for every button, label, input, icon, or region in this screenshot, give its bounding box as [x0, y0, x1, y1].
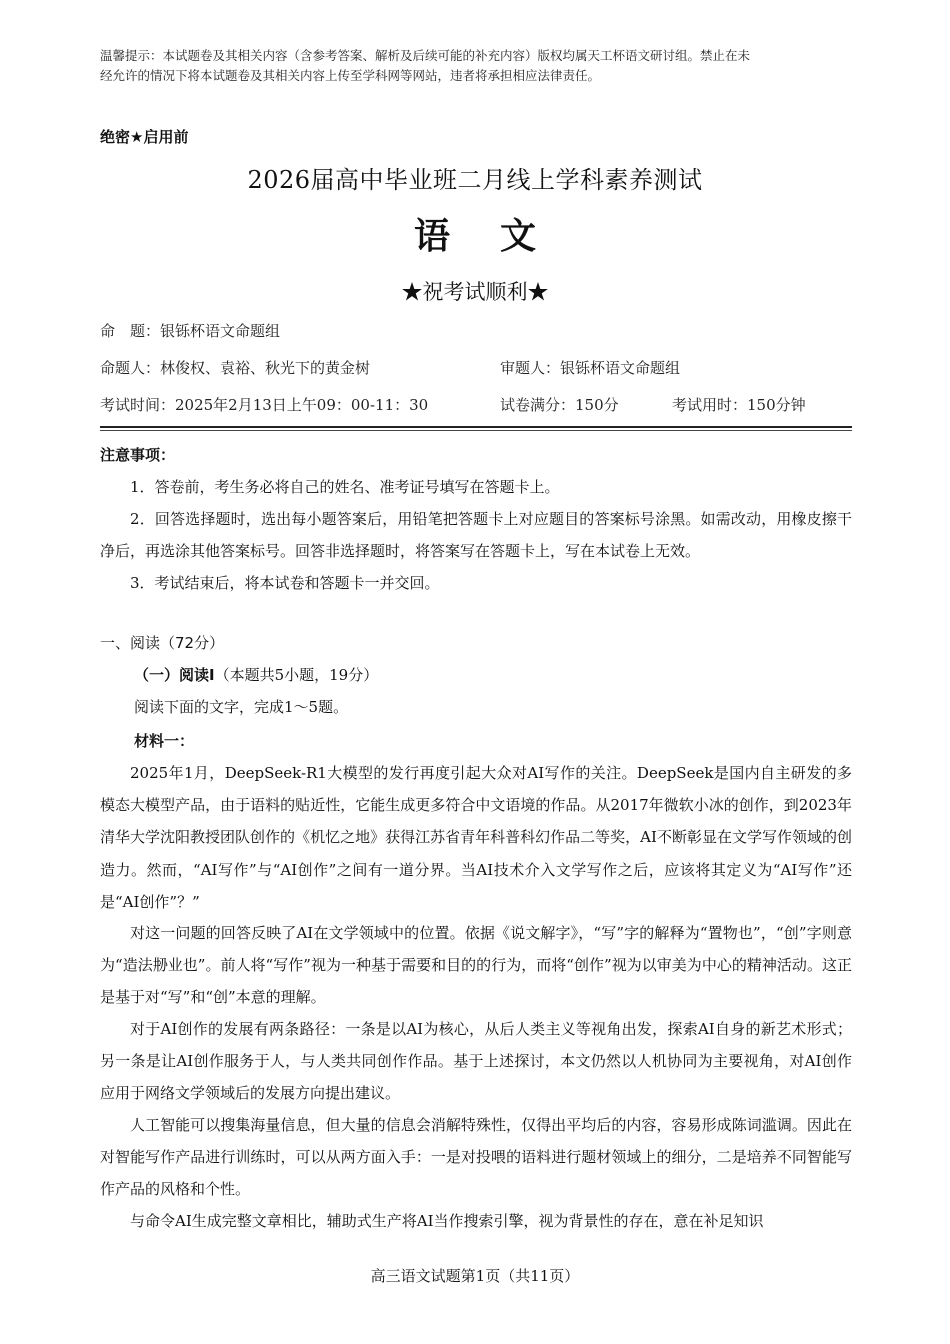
subject-title: 语文 — [413, 216, 586, 257]
notice-line: 经允许的情况下将本试题卷及其相关内容上传至学科网等网站，违者将承担相应法律责任。 — [100, 68, 601, 83]
meta-row-setter-group — [100, 320, 280, 341]
note-item-1: 1．答卷前，考生务必将自己的姓名、准考证号填写在答题卡上。 — [130, 478, 560, 496]
reading-instruction: 阅读下面的文字，完成1～5题。 — [134, 698, 349, 716]
confidential-label: 绝密★启用前 — [100, 128, 189, 146]
material-heading: 材料一： — [134, 732, 195, 750]
paragraph-4: 人工智能可以搜集海量信息，但大量的信息会消解特殊性，仅得出平均后的内容，容易形成陈词滥调。因此在对智能写作产品进行训练时，可以从两方面入手：一是对投喂的语料进行题材领域上的细分，二是培养不同智能写作产品的风格和个性。 — [100, 1116, 852, 1199]
reviewer: 审题人：银铄杯语文命题组 — [500, 359, 681, 377]
note-item-2: 2．回答选择题时，选出每小题答案后，用铅笔把答题卡上对应题目的答案标号涂黑。如需改动，用橡皮擦干净后，再选涂其他答案标号。回答非选择题时，将答案写在答题卡上，写在本试卷上无效。 — [100, 510, 852, 561]
note-item-3: 3．考试结束后，将本试卷和答题卡一并交回。 — [130, 574, 440, 592]
paragraph-1: 2025年1月，DeepSeek-R1大模型的发行再度引起大众对AI写作的关注。DeepSeek是国内自主研发的多模态大模型产品，由于语料的贴近性，它能生成更多符合中文语境的作品。从2017年微软小冰的创作，到2023年清华大学沈阳教授团队创作的《机忆之地》获得江苏省青年科普科幻作品二等奖，AI不断彰显在文学写作领域的创造力。然而，“AI写作”与“AI创作”之间有一道分界。当AI技术介入文学写作之后，应该将其定义为“AI写作”还是“AI创作”？” — [100, 764, 852, 911]
divider-thick — [100, 426, 852, 428]
notes-heading: 注意事项： — [100, 446, 176, 464]
page-footer: 高三语文试题第1页（共11页） — [370, 1267, 580, 1285]
subsection-detail: （本题共5小题，19分） — [214, 666, 379, 684]
subsection-title: （一）阅读Ⅰ — [134, 666, 215, 684]
setters: 命题人：林俊权、袁裕、秋光下的黄金树 — [100, 359, 371, 377]
divider-thin — [100, 430, 852, 431]
paragraph-2: 对这一问题的回答反映了AI在文学领域中的位置。依据《说文解字》，“写”字的解释为“置物也”，“创”字则意为“造法刱业也”。前人将“写作”视为一种基于需要和目的的行为，而将“创作”视为以审美为中心的精神活动。这正是基于对“写”和“创”本意的理解。 — [100, 924, 852, 1007]
meta-row-setters — [100, 357, 681, 378]
notice-line: 温馨提示：本试题卷及其相关内容（含参考答案、解析及后续可能的补充内容）版权均属天工杯语文研讨组。禁止在未 — [100, 48, 751, 63]
full-score: 试卷满分：150分 — [500, 396, 619, 414]
section-heading: 一、阅读（72分） — [100, 634, 225, 652]
meta-row-time — [100, 394, 806, 415]
paragraph-3: 对于AI创作的发展有两条路径：一条是以AI为核心，从后人类主义等视角出发，探索AI自身的新艺术形式；另一条是让AI创作服务于人，与人类共同创作作品。基于上述探讨，本文仍然以人机协同为主要视角，对AI创作应用于网络文学领域后的发展方向提出建议。 — [100, 1020, 852, 1103]
good-luck-line: ★祝考试顺利★ — [401, 280, 549, 304]
exam-time: 考试时间：2025年2月13日上午09：00-11：30 — [100, 396, 429, 414]
duration: 考试用时：150分钟 — [672, 396, 806, 414]
subsection-heading — [134, 664, 378, 685]
exam-title: 2026届高中毕业班二月线上学科素养测试 — [247, 166, 703, 194]
setter-group: 命 题：银铄杯语文命题组 — [100, 322, 281, 340]
copyright-notice — [100, 46, 852, 86]
paragraph-5: 与命令AI生成完整文章相比，辅助式生产将AI当作搜索引擎，视为背景性的存在，意在补足知识 — [130, 1212, 764, 1230]
